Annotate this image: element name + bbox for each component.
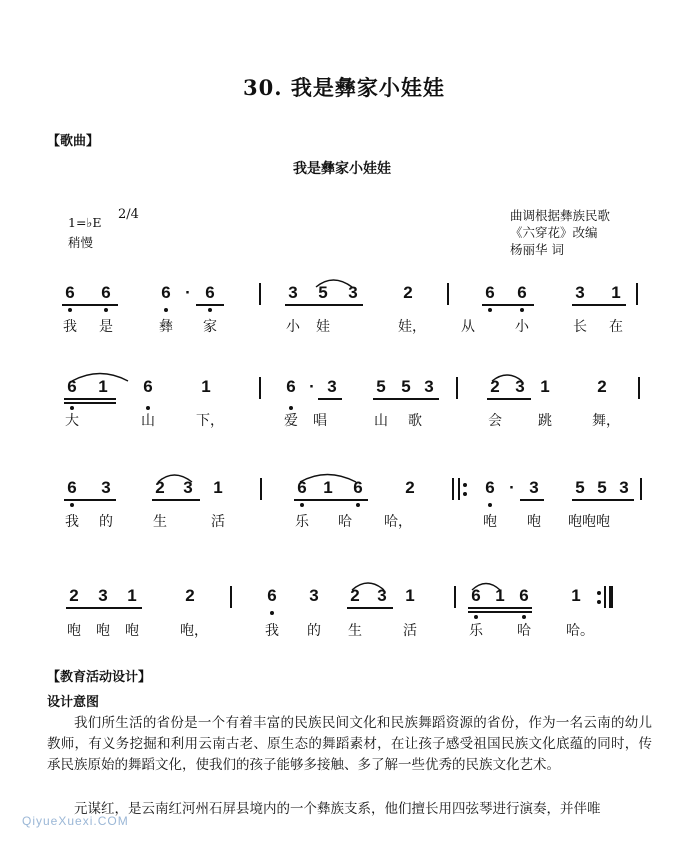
lyric: 咆 <box>527 514 541 530</box>
note: 6 <box>161 283 171 302</box>
low-octave-dot <box>270 611 274 615</box>
lyric: 大 <box>65 413 79 429</box>
lyric: 长 <box>573 319 587 335</box>
note: 2 <box>350 586 360 605</box>
low-octave-dot <box>208 308 212 312</box>
article-paragraph-cut: 元谋红，是云南红河州石屏县境内的一个彝族支系，他们擅长用四弦琴进行演奏，并伴唯 <box>74 801 601 817</box>
lyric: 娃， <box>398 319 426 335</box>
lyric: 乐 <box>469 623 483 639</box>
note: 1 <box>495 586 505 605</box>
note: 2 <box>490 377 500 396</box>
article-paragraph: 我们所生活的省份是一个有着丰富的民族民间文化和民族舞蹈资源的省份，作为一名云南的幼儿教师，有义务挖掘和利用云南古老、原生态的舞蹈素材，在让孩子感受祖国民族文化底蕴的同时，传承民族原始的舞蹈文化，使我们的孩子能够多接触、多了解一些优秀的民族文化艺术。 <box>47 715 652 773</box>
note: 3 <box>327 377 337 396</box>
lyric: 彝 <box>159 319 173 335</box>
note: 6 <box>297 478 307 497</box>
low-octave-dot <box>488 308 492 312</box>
beat-underline <box>294 499 368 501</box>
beat-underline <box>196 304 224 306</box>
page-title: 30. 我是彝家小娃娃 <box>243 75 445 100</box>
beat-underline <box>64 499 116 501</box>
low-octave-dot <box>164 308 168 312</box>
beat-underline <box>520 499 544 501</box>
note: 6 <box>517 283 527 302</box>
note: 6 <box>485 478 495 497</box>
low-octave-dot <box>474 615 478 619</box>
lyric: 我 <box>63 319 77 335</box>
note: 6 <box>143 377 153 396</box>
low-octave-dot <box>70 503 74 507</box>
note: 6 <box>353 478 363 497</box>
note: 1 <box>98 377 108 396</box>
lyric: 会 <box>488 413 502 429</box>
note: 3 <box>309 586 319 605</box>
low-octave-dot <box>522 615 526 619</box>
repeat-start-thick <box>452 478 454 500</box>
lyric: 咆 <box>96 623 110 639</box>
credit-line-1: 曲调根据彝族民歌 <box>510 208 611 223</box>
note: 6 <box>67 377 77 396</box>
beat-underline <box>373 398 439 400</box>
lyric: 从 <box>461 319 475 335</box>
bar-line <box>454 586 456 608</box>
beat-underline <box>64 402 116 404</box>
low-octave-dot <box>356 503 360 507</box>
lyric: 山 <box>374 413 388 429</box>
lyric: 活 <box>211 514 225 530</box>
dotted-mark: · <box>185 283 191 302</box>
lyric: 咆 <box>483 514 497 530</box>
bar-line <box>640 478 642 500</box>
bar-line <box>259 377 261 399</box>
note: 6 <box>286 377 296 396</box>
lyric: 舞， <box>592 413 620 429</box>
note: 6 <box>67 478 77 497</box>
beat-underline <box>66 607 142 609</box>
note: 1 <box>571 586 581 605</box>
lyric: 咆 <box>67 623 81 639</box>
low-octave-dot <box>488 503 492 507</box>
bar-line <box>636 283 638 305</box>
note: 1 <box>540 377 550 396</box>
note: 5 <box>575 478 585 497</box>
lyric: 哈， <box>384 514 412 530</box>
low-octave-dot <box>520 308 524 312</box>
note: 6 <box>101 283 111 302</box>
time-signature: 2/4 <box>118 207 139 222</box>
lyric: 咆 <box>125 623 139 639</box>
note: 2 <box>155 478 165 497</box>
key-signature: 1=♭E <box>68 215 102 230</box>
lyric: 咆咆咆 <box>568 514 610 530</box>
note: 3 <box>575 283 585 302</box>
beat-underline <box>152 499 200 501</box>
note: 6 <box>519 586 529 605</box>
section-tag-education: 【教育活动设计】 <box>47 670 152 685</box>
article-heading: 设计意图 <box>47 695 100 710</box>
lyric: 生 <box>348 623 362 639</box>
note: 6 <box>65 283 75 302</box>
bar-line <box>447 283 449 305</box>
lyric: 跳 <box>538 413 552 429</box>
bar-line <box>456 377 458 399</box>
tempo-marking: 稍慢 <box>68 235 94 250</box>
bar-line <box>230 586 232 608</box>
note: 6 <box>205 283 215 302</box>
lyric: 小 <box>515 319 529 335</box>
note: 1 <box>201 377 211 396</box>
repeat-dot <box>463 492 467 496</box>
repeat-end-thick <box>609 586 613 608</box>
low-octave-dot <box>104 308 108 312</box>
note: 3 <box>183 478 193 497</box>
note: 3 <box>98 586 108 605</box>
lyric: 的 <box>307 623 321 639</box>
lyric: 爱 <box>284 413 298 429</box>
note: 6 <box>471 586 481 605</box>
note: 1 <box>127 586 137 605</box>
note: 2 <box>403 283 413 302</box>
bar-line <box>259 283 261 305</box>
lyric: 娃 <box>316 319 330 335</box>
note: 2 <box>185 586 195 605</box>
bar-line <box>260 478 262 500</box>
repeat-end-thin <box>604 586 606 608</box>
beat-underline <box>468 611 532 613</box>
lyric: 的 <box>99 514 113 530</box>
credit-line-3: 杨丽华 词 <box>510 242 564 257</box>
note: 1 <box>323 478 333 497</box>
lyric: 在 <box>609 319 623 335</box>
note: 3 <box>529 478 539 497</box>
note: 2 <box>405 478 415 497</box>
lyric: 哈 <box>517 623 531 639</box>
note: 3 <box>619 478 629 497</box>
lyric: 唱 <box>313 413 327 429</box>
note: 2 <box>597 377 607 396</box>
lyric: 家 <box>203 319 217 335</box>
note: 6 <box>485 283 495 302</box>
repeat-dot <box>597 600 601 604</box>
beat-underline <box>285 304 363 306</box>
section-tag-song: 【歌曲】 <box>47 134 100 149</box>
dotted-mark: · <box>509 478 515 497</box>
lyric: 我 <box>265 623 279 639</box>
lyric: 哈 <box>338 514 352 530</box>
repeat-dot <box>463 483 467 487</box>
note: 5 <box>376 377 386 396</box>
note: 1 <box>611 283 621 302</box>
beat-underline <box>318 398 342 400</box>
beat-underline <box>64 398 116 400</box>
lyric: 乐 <box>295 514 309 530</box>
note: 2 <box>69 586 79 605</box>
note: 1 <box>405 586 415 605</box>
beat-underline <box>572 304 626 306</box>
lyric: 山 <box>141 413 155 429</box>
credit-line-2: 《六穿花》改编 <box>510 225 598 240</box>
dotted-mark: · <box>309 377 315 396</box>
repeat-start-thin <box>458 478 460 500</box>
lyric: 活 <box>403 623 417 639</box>
lyric: 我 <box>65 514 79 530</box>
note: 3 <box>377 586 387 605</box>
note: 3 <box>424 377 434 396</box>
lyric: 歌 <box>408 413 422 429</box>
lyric: 是 <box>99 319 113 335</box>
note: 5 <box>401 377 411 396</box>
lyric: 下， <box>196 413 224 429</box>
lyric: 咆， <box>180 623 208 639</box>
beat-underline <box>572 499 634 501</box>
beat-underline <box>62 304 118 306</box>
beat-underline <box>347 607 393 609</box>
beat-underline <box>482 304 534 306</box>
note: 5 <box>318 283 328 302</box>
watermark: QiyueXuexi.COM <box>22 814 129 828</box>
note: 5 <box>597 478 607 497</box>
repeat-dot <box>597 591 601 595</box>
note: 3 <box>288 283 298 302</box>
note: 3 <box>101 478 111 497</box>
note: 6 <box>267 586 277 605</box>
beat-underline <box>487 398 531 400</box>
lyric: 哈。 <box>566 623 594 639</box>
lyric: 小 <box>286 319 300 335</box>
low-octave-dot <box>68 308 72 312</box>
lyric: 生 <box>153 514 167 530</box>
beat-underline <box>468 607 532 609</box>
note: 1 <box>213 478 223 497</box>
song-title: 我是彝家小娃娃 <box>293 161 391 177</box>
note: 3 <box>515 377 525 396</box>
note: 3 <box>348 283 358 302</box>
low-octave-dot <box>300 503 304 507</box>
bar-line <box>638 377 640 399</box>
